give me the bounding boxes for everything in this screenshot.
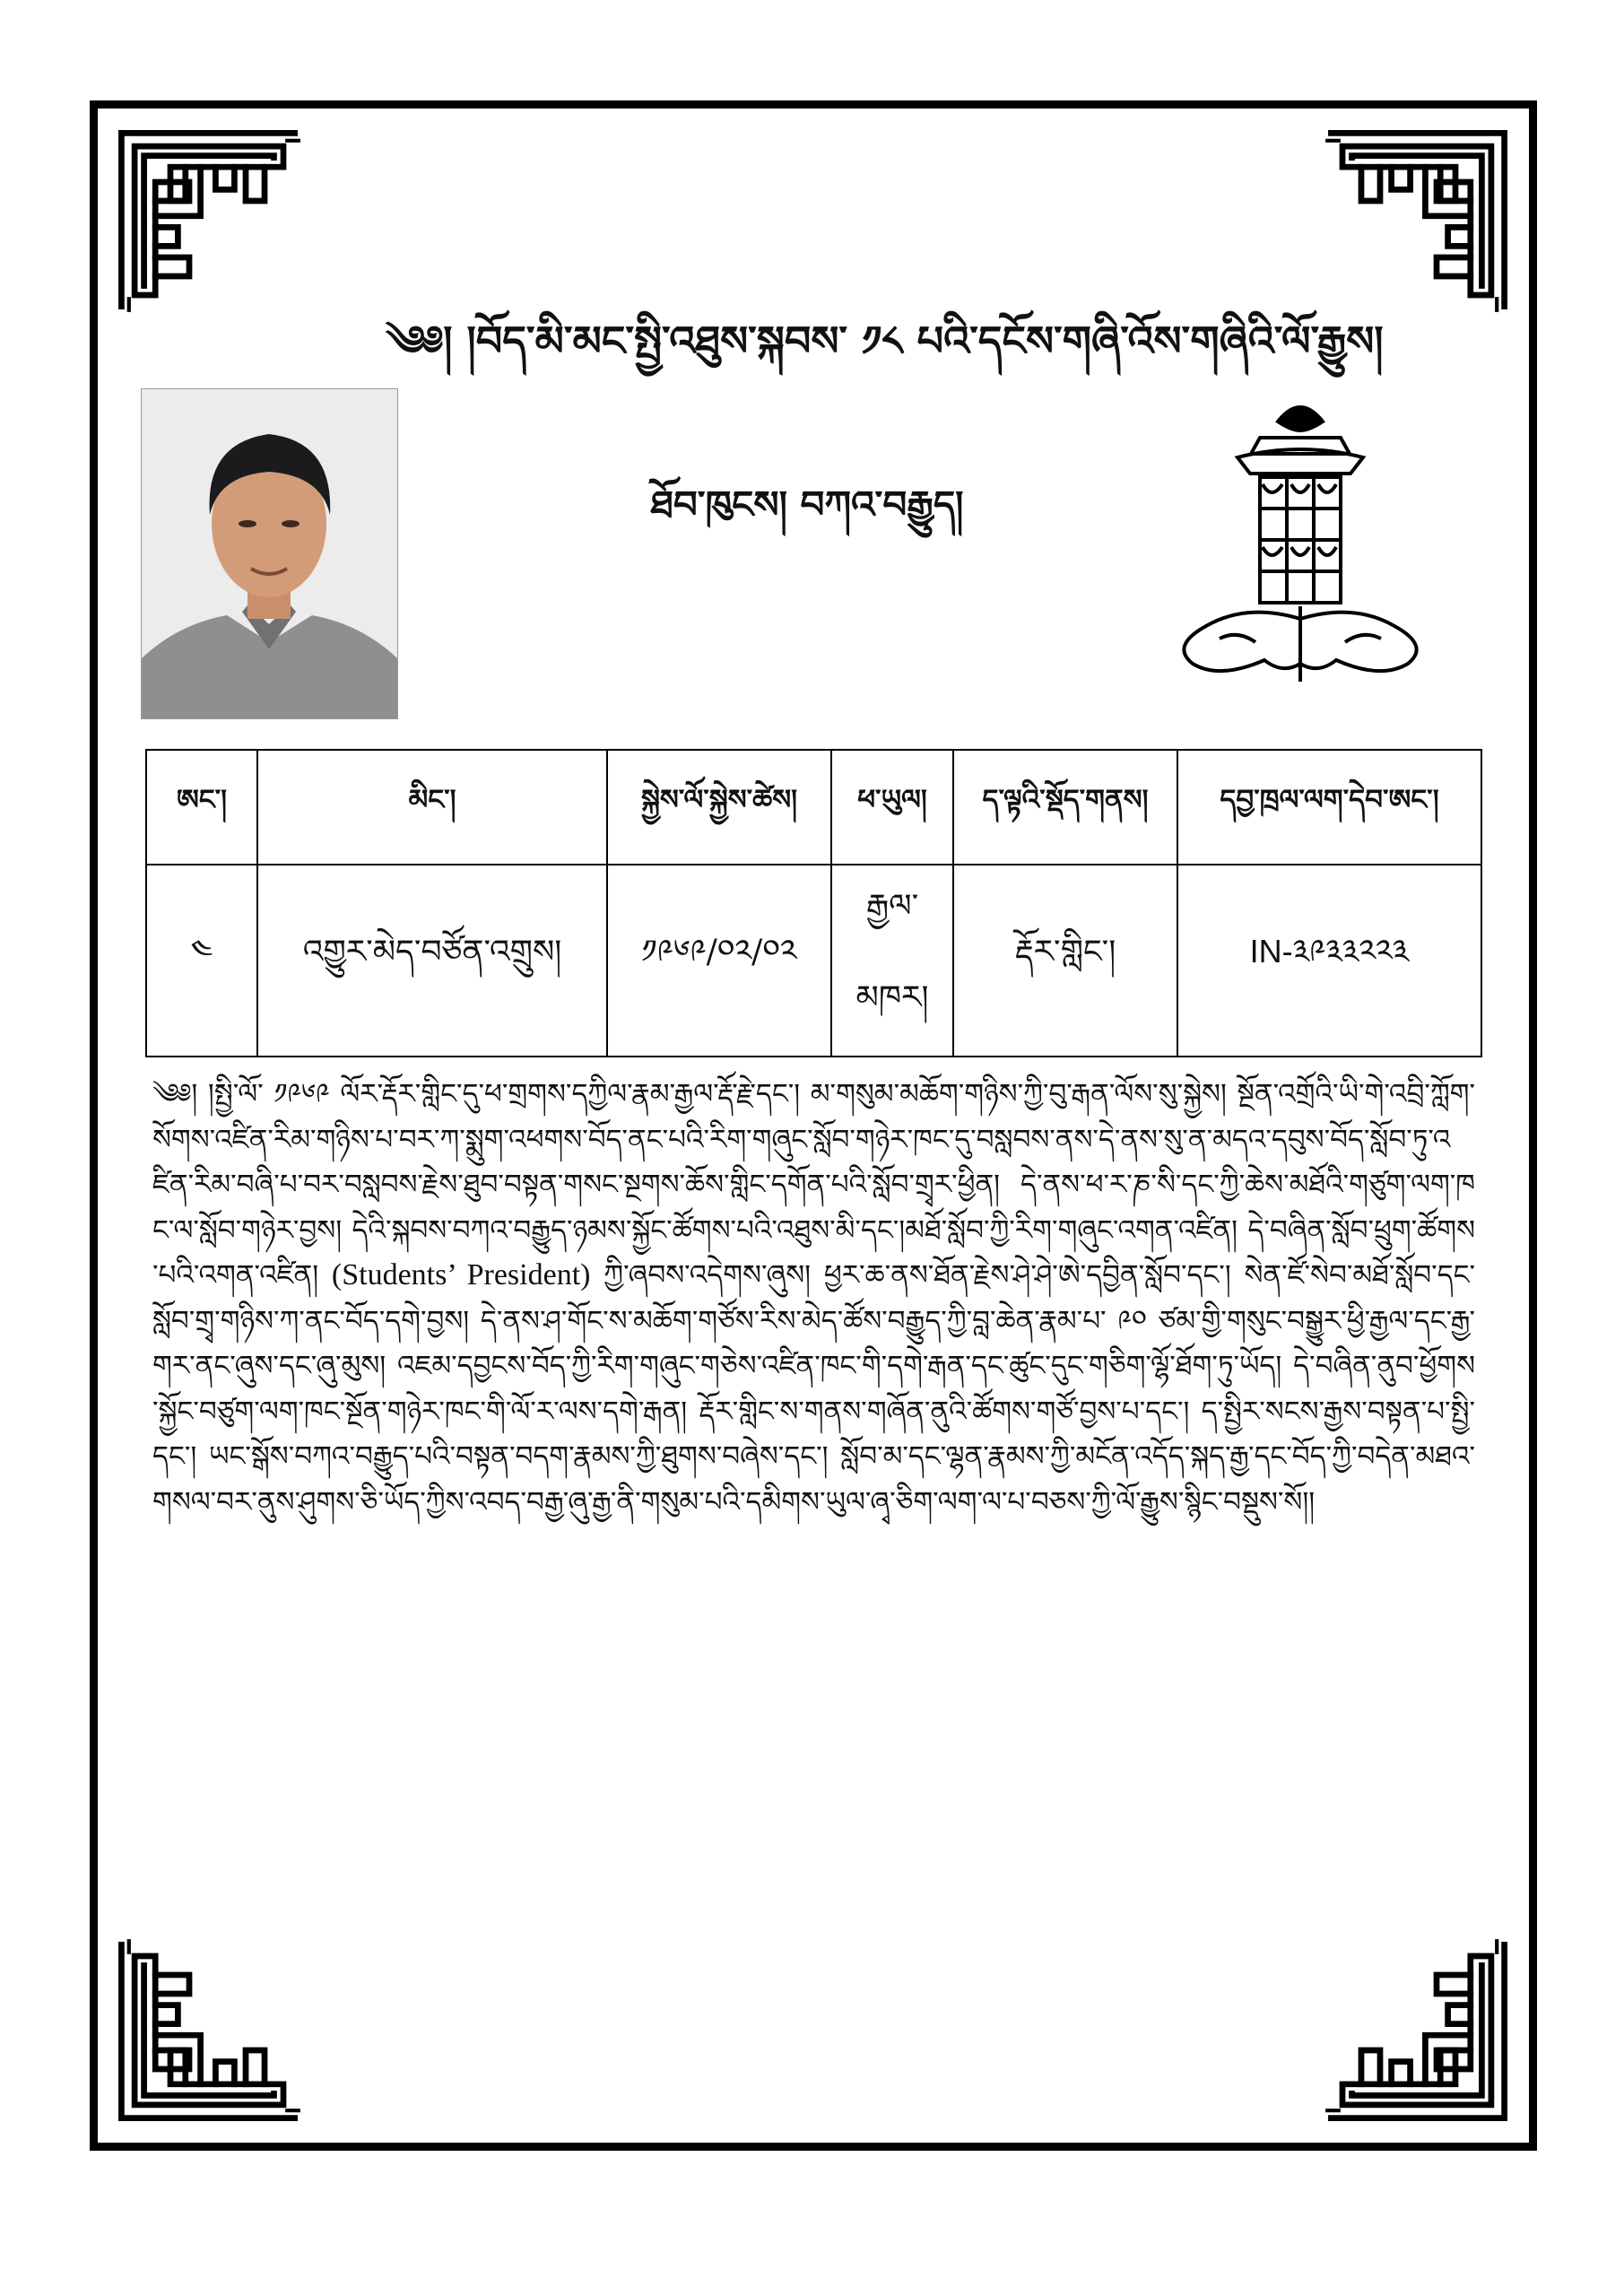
biography-part-1: ༄༅། །སྤྱི་ལོ་ ༡༩༦༩ ལོར་རྡོར་གླིང་དུ་ཕ་གྲགས་དཀྱིལ་རྣམ་རྒྱལ་རྡོ་རྗེ་དང་། མ་གསུམ་མཆོག་གཉིས་ཀྱི་བུ་རྒན་ལོས་སུ་སྐྱེས། སྔོན་འགྲོའི་ཡི་གེ་འབྲི་ཀློག་སོགས་འཛིན་རིམ་གཉིས་པ་བར་ཀ་སྨུག་འཕགས་བོད་ནང་པའི་རིག་གཞུང་སློབ་གཉེར་ཁང་དུ་བསླབས་ནས་དེ་ནས་སུ་ན་མདའ་དབུས་བོད་སློབ་ཏུ་འཛིན་རིམ་བཞི་པ་བར་བསླབས་རྗེས་ཐུབ་བསྟན་གསང་སྔགས་ཆོས་གླིང་དགོན་པའི་སློབ་གྲྭར་ཕྱིན། དེ་ནས་ཕ་ར་ཎ་སི་དང་ཀྱི་ཆེས་མཐོའི་གཙུག་ལག་ཁང་ལ་སློབ་གཉེར་བྱས། དེའི་སྐབས་བཀའ་བརྒྱུད་ཉམས་སྐྱོང་ཚོགས་པའི་འཐུས་མི་དང་།མཐོ་སློབ་ཀྱི་རིག་གཞུང་འགན་འཛིན། དེ་བཞིན་སློབ་ཕྲུག་ཚོགས་པའི་འགན་འཛིན། bbox=[152, 1078, 1475, 1292]
candidate-photo bbox=[141, 388, 398, 719]
biography-text bbox=[152, 1072, 1475, 1525]
corner-ornament-bottom-left bbox=[114, 1937, 302, 2126]
biography-part-2: ཀྱི་ཞབས་འདེགས་ཞུས། ཕྱར་ཆ་ནས་ཐོན་རྗེས་ཤེ་ཤེ་ཨེ་དབྱིན་སློབ་དང་། སེན་ཛོ་སེབ་མཐོ་སློབ་དང་སློབ་གྲྭ་གཉིས་ཀ་ནང་བོད་དགེ་བྱས། དེ་ནས་ཤ་གོང་ས་མཆོག་གཙོས་རིས་མེད་ཚོས་བརྒྱུད་ཀྱི་བླ་ཆེན་རྣམ་པ་ ༩༠ ཙམ་གྱི་གསུང་བསྒྱུར་ཕྱི་རྒྱལ་དང་རྒྱ་གར་ནང་ཞུས་དང་ཞུ་མུས། འཇམ་དབྱངས་བོད་ཀྱི་རིག་གཞུང་གཅེས་འཛིན་ཁང་གི་དགེ་རྒན་དང་ཚུང་དུང་གཅིག་ལྷོ་ཐོག་ཏུ་ཡོད། དེ་བཞིན་ནུབ་ཕྱོགས་སྐྱོང་བཙུག་ལག་ཁང་སྔོན་གཉེར་ཁང་གི་ལོ་ར་ལས་དགེ་རྒན། རྡོར་གླིང་ས་གནས་གཞོན་ནུའི་ཚོགས་གཙོ་བྱས་པ་དང་། ད་སྤྱིར་སངས་རྒྱས་བསྟན་པ་སྤྱི་དང་། ཡང་སྒོས་བཀའ་བརྒྱུད་པའི་བསྟན་བདག་རྣམས་ཀྱི་ཐུགས་བཞེས་དང་། སློབ་མ་དང་ལྷན་རྣམས་ཀྱི་མངོན་འདོད་སྐད་རྒྱ་དང་བོད་ཀྱི་བདེན་མཐའ་གསལ་བར་ནུས་ཤུགས་ཅི་ཡོད་ཀྱིས་འབད་བརྒྱ་ཞུ་རྒྱ་ནི་གསུམ་པའི་དམིགས་ཡུལ་ཞྭ་ཅིག་ལག་ལ་པ་བཅས་ཀྱི་ལོ་རྒྱུས་སྙིང་བསྡུས་སོ།། bbox=[152, 1259, 1475, 1518]
cell-birth-date: ༡༩༦༩/༠༢/༠༢ bbox=[607, 865, 831, 1057]
cell-name: འགྱུར་མེད་བཙོན་འགྲུས། bbox=[257, 865, 607, 1057]
table-header-row bbox=[146, 750, 1481, 865]
header-residence: ད་ལྟའི་སྡོད་གནས། bbox=[953, 750, 1177, 865]
header-number: ཨང་། bbox=[146, 750, 257, 865]
corner-ornament-top-right bbox=[1324, 126, 1512, 314]
header-green-book: དབྱ་ཁྲལ་ལག་དེབ་ཨང་། bbox=[1177, 750, 1481, 865]
constituency-label: ཐོབ་ཁུངས། བཀའ་བརྒྱུད། bbox=[650, 483, 964, 526]
victory-banner-emblem bbox=[1166, 395, 1435, 686]
header-birthplace: ཕ་ཡུལ། bbox=[831, 750, 953, 865]
corner-ornament-top-left bbox=[114, 126, 302, 314]
cell-birthplace: རྒྱལ་ མཁར། bbox=[831, 865, 953, 1057]
header-birth-date: སྐྱེས་ལོ་སྐྱེས་ཚེས། bbox=[607, 750, 831, 865]
candidate-info-table bbox=[145, 749, 1482, 1057]
corner-ornament-bottom-right bbox=[1324, 1937, 1512, 2126]
cell-residence: རྡོར་གླིང་། bbox=[953, 865, 1177, 1057]
page-title: ༄༅། །བོད་མི་མང་སྤྱི་འཐུས་སྐབས་ ༡༨ པའི་དངོས་གཞི་འོས་གཞིའི་ལོ་རྒྱུས། bbox=[386, 317, 1384, 365]
header-name: མིང་། bbox=[257, 750, 607, 865]
cell-number: ༤ bbox=[146, 865, 257, 1057]
biography-english-term: (Students’ President) bbox=[331, 1258, 591, 1292]
cell-green-book-number: IN-༣༩༣༣༢༢༣ bbox=[1177, 865, 1481, 1057]
table-row bbox=[146, 865, 1481, 1057]
